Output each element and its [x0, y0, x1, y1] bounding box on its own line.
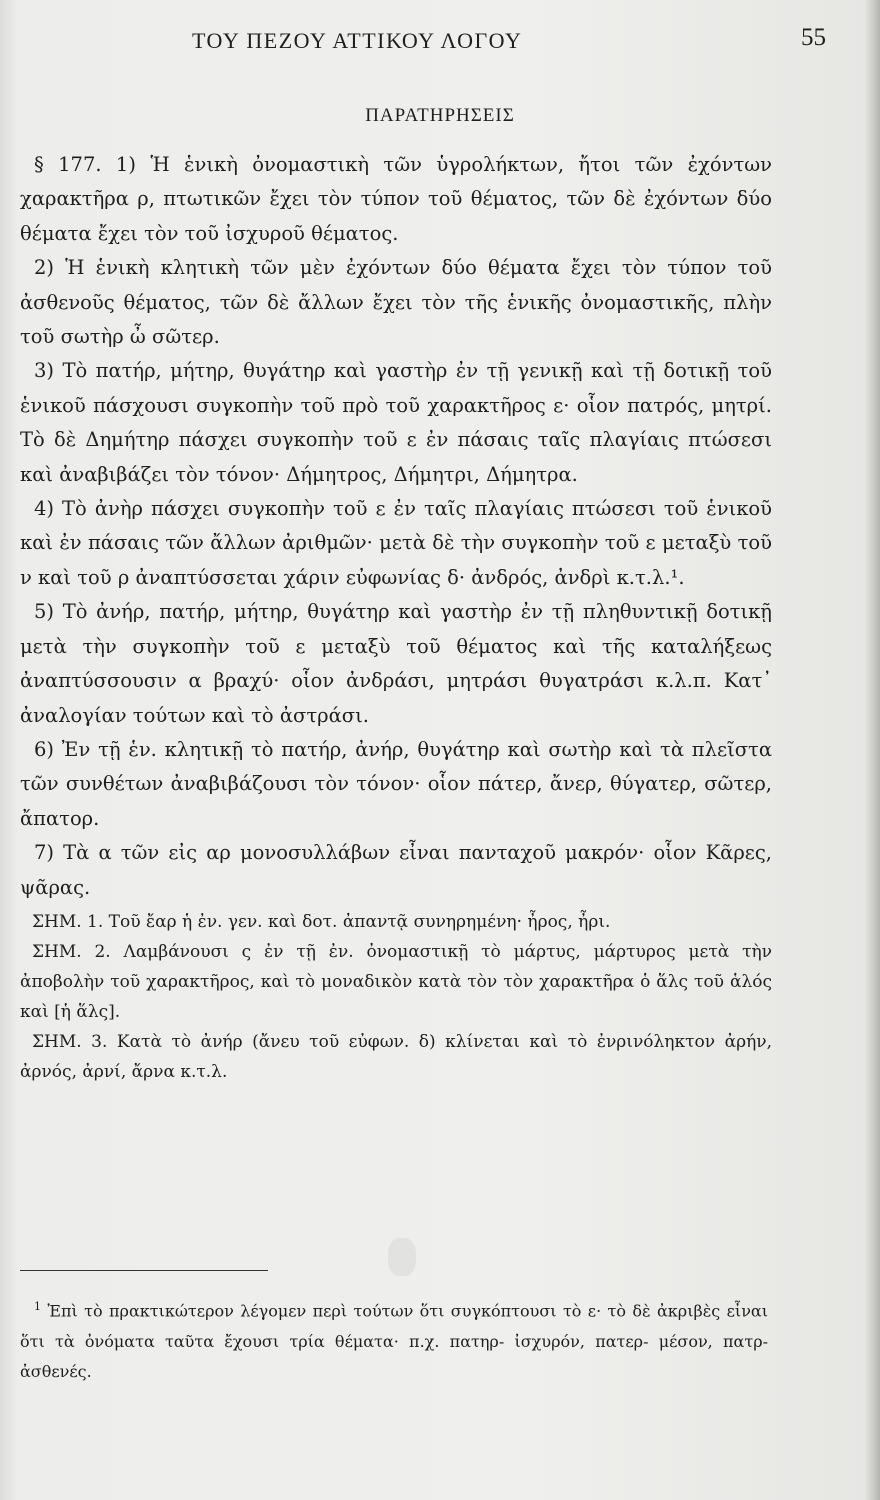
page-edge-shadow [864, 0, 880, 1500]
paragraph-177-1: § 177. 1) Ἡ ἑνικὴ ὀνομαστικὴ τῶν ὑγρολήκτων, ἤτοι τῶν ἐχόντων χαρακτῆρα ρ, πτωτικῶν ἔχει τὸν τύπον τοῦ θέματος, τῶν δὲ ἐχόντων δύο θέματα ἔχει τὸν τοῦ ἰσχυροῦ θέματος. [20, 153, 772, 245]
paragraph-177-4: 4) Τὸ ἀνὴρ πάσχει συγκοπὴν τοῦ ε ἐν ταῖς πλαγίαις πτώσεσι τοῦ ἑνικοῦ καὶ ἐν πάσαις τῶν ἄλλων ἀριθμῶν· μετὰ δὲ τὴν συγκοπὴν τοῦ ε μεταξὺ τοῦ ν καὶ τοῦ ρ ἀναπτύσσεται χάριν εὐφωνίας δ· ἀνδρός, ἀνδρὶ κ.τ.λ.¹. [20, 497, 772, 589]
paragraph-177-6: 6) Ἐν τῇ ἑν. κλητικῇ τὸ πατήρ, ἀνήρ, θυγάτηρ καὶ σωτὴρ καὶ τὰ πλεῖστα τῶν συνθέτων ἀναβιβάζουσι τὸν τόνον· οἷον πάτερ, ἄνερ, θύγατερ, σῶτερ, ἄπατορ. [20, 737, 772, 830]
main-text [20, 148, 772, 1087]
footnote-separator [20, 1270, 268, 1271]
note-1: ΣΗΜ. 1. Τοῦ ἔαρ ἡ ἐν. γεν. καὶ δοτ. ἀπαντᾷ συνηρημένη· ἦρος, ἦρι. [32, 911, 611, 932]
paragraph-177-7: 7) Τὰ α τῶν εἰς αρ μονοσυλλάβων εἶναι πανταχοῦ μακρόν· οἷον Κᾶρες, ψᾶρας. [20, 841, 772, 899]
footnote-marker: 1 [34, 1300, 41, 1313]
paragraph-177-5: 5) Τὸ ἀνήρ, πατήρ, μήτηρ, θυγάτηρ καὶ γαστὴρ ἐν τῇ πληθυντικῇ δοτικῇ μετὰ τὴν συγκοπὴν τοῦ ε μεταξὺ τοῦ θέματος καὶ τῆς καταλήξεως ἀναπτύσσουσιν α βραχύ· οἷον ἀνδράσι, μητράσι θυγατράσι κ.λ.π. Κατ᾽ ἀναλογίαν τούτων καὶ τὸ ἀστράσι. [20, 600, 772, 727]
note-2: ΣΗΜ. 2. Λαμβάνουσι ς ἐν τῇ ἐν. ὀνομαστικῇ τὸ μάρτυς, μάρτυρος μετὰ τὴν ἀποβολὴν τοῦ χαρακτῆρος, καὶ τὸ μοναδικὸν κατὰ τὸν τὸν χαρακτῆρα ὁ ἅλς τοῦ ἁλός καὶ [ἡ ἅλς]. [20, 941, 772, 1022]
footnote-text: Ἐπὶ τὸ πρακτικώτερον λέγομεν περὶ τούτων ὅτι συγκόπτουσι τὸ ε· τὸ δὲ ἀκριβὲς εἶναι ὅτι τὰ ὀνόματα ταῦτα ἔχουσι τρία θέματα· π.χ. πατηρ- ἰσχυρόν, πατερ- μέσον, πατρ- ἀσθενές. [20, 1301, 768, 1382]
paragraph-177-3: 3) Τὸ πατήρ, μήτηρ, θυγάτηρ καὶ γαστὴρ ἐν τῇ γενικῇ καὶ τῇ δοτικῇ τοῦ ἑνικοῦ πάσχουσι συγκοπὴν τοῦ πρὸ τοῦ χαρακτῆρος ε· οἷον πατρός, μητρί. Τὸ δὲ Δημήτηρ πάσχει συγκοπὴν τοῦ ε ἐν πάσαις ταῖς πλαγίαις πτώσεσι καὶ ἀναβιβάζει τὸν τόνον· Δήμητρος, Δήμητρι, Δήμητρα. [20, 359, 772, 486]
page-header [40, 22, 830, 62]
paragraph-177-2: 2) Ἡ ἑνικὴ κλητικὴ τῶν μὲν ἐχόντων δύο θέματα ἔχει τὸν τύπον τοῦ ἀσθενοῦς θέματος, τῶν δὲ ἄλλων ἔχει τὸν τῆς ἑνικῆς ὀνομαστικῆς, πλὴν τοῦ σωτὴρ ὦ σῶτερ. [20, 256, 772, 349]
running-title: ΤΟΥ ΠΕΖΟΥ ΑΤΤΙΚΟΥ ΛΟΓΟΥ [192, 28, 523, 53]
ink-smudge [388, 1238, 416, 1276]
footnote [20, 1292, 768, 1388]
section-heading: ΠΑΡΑΤΗΡΗΣΕΙΣ [365, 105, 515, 126]
note-3: ΣΗΜ. 3. Κατὰ τὸ ἀνήρ (ἄνευ τοῦ εὐφων. δ) κλίνεται καὶ τὸ ἐνρινόληκτον ἀρήν, ἀρνός, ἀρνί, ἄρνα κ.τ.λ. [20, 1031, 772, 1082]
page-number: 55 [801, 24, 826, 51]
